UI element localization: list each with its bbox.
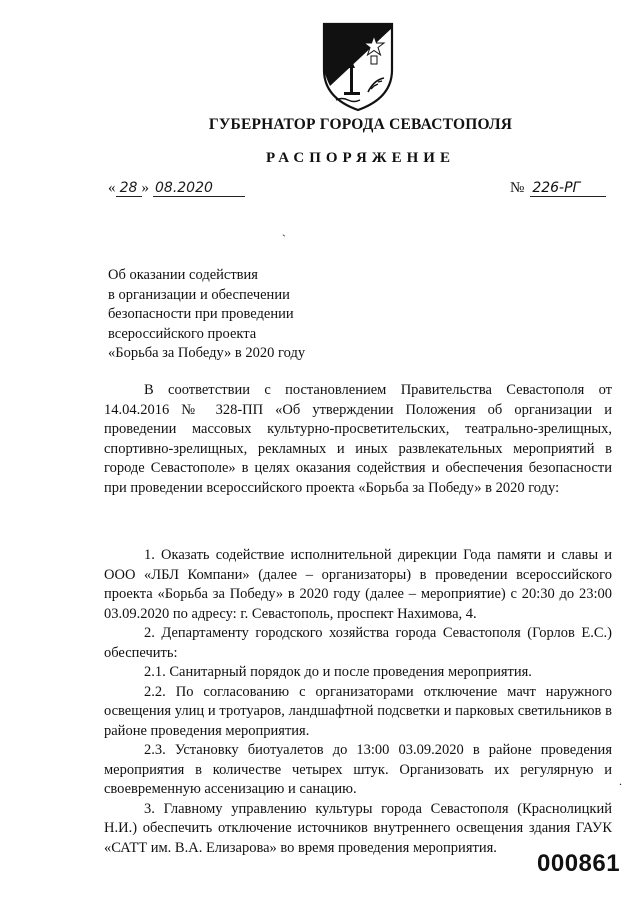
document-subject <box>108 266 348 364</box>
order-item: 3. Главному управлению культуры города Севастополя (Краснолицкий Н.И.) обеспечить отключение источников внутреннего освещения здания ГАУК «САТТ им. В.А. Елизарова» во время проведения мероприятия. <box>104 800 612 856</box>
order-item: 2. Департаменту городского хозяйства города Севастополя (Горлов Е.С.) обеспечить: <box>104 625 612 661</box>
preamble-section <box>104 381 612 498</box>
issuer-title: ГУБЕРНАТОР ГОРОДА СЕВАСТОПОЛЯ <box>208 116 513 133</box>
date-open-quote: « <box>108 180 116 196</box>
document-number <box>510 180 606 197</box>
registration-number: 000861 <box>537 850 621 877</box>
date-day: 28 <box>116 180 142 197</box>
number-value: 226-РГ <box>530 180 606 197</box>
stray-mark: ˋ <box>282 232 286 246</box>
document-date <box>108 180 245 197</box>
order-item: 2.2. По согласованию с организаторами отключение мачт наружного освещения улиц и тротуаров, ландшафтной подсветки и парковых светильников в районе проведения мероприятия. <box>104 683 612 739</box>
date-month-year: 08.2020 <box>153 180 245 197</box>
subject-line: в организации и обеспечении <box>108 286 290 303</box>
date-close-quote: » <box>141 180 149 196</box>
subject-line: «Борьба за Победу» в 2020 году <box>108 345 306 361</box>
subject-line: всероссийского проекта <box>108 325 257 342</box>
document-type: РАСПОРЯЖЕНИЕ <box>266 150 455 166</box>
order-items <box>104 546 612 858</box>
margin-mark: . <box>619 774 622 788</box>
preamble-paragraph: В соответствии с постановлением Правительства Севастополя от 14.04.2016 № 328-ПП «Об утверждении Положения об организации и проведении массовых культурно-просветительских, театрально-зрелищных, спортивно-зрелищных, рекламных и иных развлекательных мероприятий в городе Севастополе» в целях оказания содействия и обеспечения безопасности при проведении всероссийского проекта «Борьба за Победу» в 2020 году: <box>104 382 612 496</box>
subject-line: Об оказании содействия <box>108 267 258 283</box>
order-item: 1. Оказать содействие исполнительной дирекции Года памяти и славы и ООО «ЛБЛ Компани» (далее – организаторы) в проведении всероссийского проекта «Борьба за Победу» в 2020 году (далее – мероприятие) с 20:30 до 23:00 03.09.2020 по адресу: г. Севастополь, проспект Нахимова, 4. <box>104 547 612 622</box>
order-item: 2.3. Установку биотуалетов до 13:00 03.09.2020 в районе проведения мероприятия в количестве четырех штук. Организовать их регулярную и своевременную ассенизацию и санацию. <box>104 742 612 797</box>
order-item: 2.1. Санитарный порядок до и после проведения мероприятия. <box>144 664 532 680</box>
sevastopol-coat-of-arms-icon <box>318 20 398 112</box>
subject-line: безопасности при проведении <box>108 306 294 322</box>
number-prefix: № <box>510 180 525 196</box>
